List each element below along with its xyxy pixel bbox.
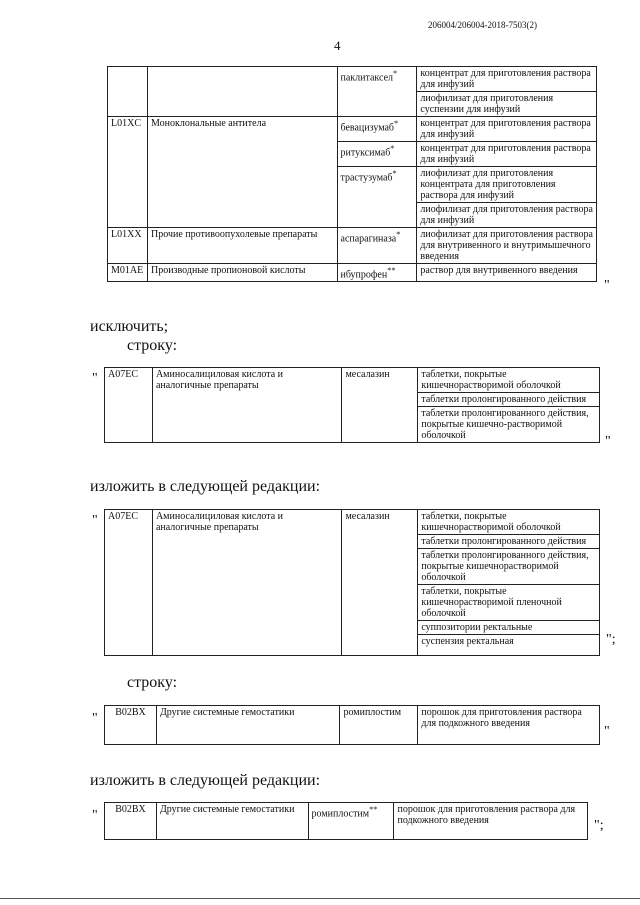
close-quote: "	[605, 434, 611, 449]
atc-code: B02BX	[105, 706, 157, 745]
dosage-form: лиофилизат для приготовления раствора для внутривенного и внутримышечного введения	[417, 228, 597, 264]
close-quote: "	[604, 724, 610, 739]
table-row	[108, 264, 597, 282]
instruction-amend: изложить в следующей редакции:	[90, 772, 321, 789]
page-number: 4	[334, 38, 341, 53]
dosage-form: концентрат для приготовления раствора для инфузий	[417, 67, 597, 92]
drug-name: аспарагиназа*	[337, 228, 417, 264]
dosage-form: лиофилизат для приготовления суспензии для инфузий	[417, 92, 597, 117]
atc-code: A07EC	[105, 368, 153, 443]
atc-code: M01AE	[108, 264, 148, 282]
close-quote: "	[604, 278, 610, 293]
table-row	[108, 67, 597, 92]
drug-name: трастузумаб*	[337, 167, 417, 228]
group-name: Производные пропионовой кислоты	[147, 264, 337, 282]
atc-code: A07EC	[105, 510, 153, 656]
dosage-form: концентрат для приготовления раствора для инфузий	[417, 117, 597, 142]
open-quote: "	[92, 513, 98, 528]
drug-table-4	[104, 705, 600, 745]
open-quote: "	[92, 371, 98, 386]
group-name: Прочие противоопухолевые препараты	[147, 228, 337, 264]
open-quote: "	[92, 711, 98, 726]
atc-code: L01XX	[108, 228, 148, 264]
dosage-form: таблетки пролонгированного действия	[418, 535, 600, 549]
group-name: Аминосалициловая кислота и аналогичные препараты	[152, 510, 342, 656]
bottom-rule	[0, 898, 640, 899]
group-name	[147, 67, 337, 117]
document-id: 206004/206004-2018-7503(2)	[428, 20, 537, 30]
close-quote: ";	[606, 632, 616, 647]
table-row	[105, 706, 600, 745]
table-row	[105, 368, 600, 393]
drug-name: паклитаксел*	[337, 67, 417, 117]
drug-name: месалазин	[342, 510, 418, 656]
dosage-form: концентрат для приготовления раствора для инфузий	[417, 142, 597, 167]
atc-code: L01XC	[108, 117, 148, 228]
dosage-form: таблетки пролонгированного действия, покрытые кишечнорастворимой оболочкой	[418, 549, 600, 585]
atc-code	[108, 67, 148, 117]
open-quote: "	[92, 808, 98, 823]
dosage-form: таблетки, покрытые кишечнорастворимой оболочкой	[418, 510, 600, 535]
dosage-form: таблетки, покрытые кишечнорастворимой пленочной оболочкой	[418, 585, 600, 621]
drug-table-5	[104, 802, 588, 840]
group-name: Аминосалициловая кислота и аналогичные препараты	[152, 368, 342, 443]
table-row	[105, 510, 600, 535]
instruction-row: строку:	[127, 337, 178, 354]
close-quote: ";	[594, 818, 604, 833]
instruction-row: строку:	[127, 674, 178, 691]
drug-table-1	[107, 66, 597, 282]
drug-name: ромиплостим	[340, 706, 418, 745]
dosage-form: таблетки пролонгированного действия	[418, 393, 600, 407]
drug-name: ибупрофен**	[337, 264, 417, 282]
dosage-form: лиофилизат для приготовления концентрата для приготовления раствора для инфузий	[417, 167, 597, 203]
atc-code: B02BX	[105, 803, 157, 840]
dosage-form: раствор для внутривенного введения	[417, 264, 597, 282]
group-name: Моноклональные антитела	[147, 117, 337, 228]
drug-name: бевацизумаб*	[337, 117, 417, 142]
table-row	[108, 228, 597, 264]
drug-name: ритуксимаб*	[337, 142, 417, 167]
dosage-form: лиофилизат для приготовления раствора для инфузий	[417, 203, 597, 228]
drug-name: ромиплостим**	[308, 803, 394, 840]
table-row	[105, 803, 588, 840]
drug-name: месалазин	[342, 368, 418, 443]
dosage-form: порошок для приготовления раствора для подкожного введения	[394, 803, 588, 840]
group-name: Другие системные гемостатики	[156, 706, 340, 745]
dosage-form: таблетки пролонгированного действия, покрытые кишечно-растворимой оболочкой	[418, 407, 600, 443]
dosage-form: таблетки, покрытые кишечнорастворимой оболочкой	[418, 368, 600, 393]
dosage-form: суппозитории ректальные	[418, 621, 600, 635]
instruction-amend: изложить в следующей редакции:	[90, 478, 321, 495]
dosage-form: суспензия ректальная	[418, 635, 600, 656]
instruction-exclude: исключить;	[90, 318, 169, 335]
drug-table-2	[104, 367, 600, 443]
group-name: Другие системные гемостатики	[156, 803, 308, 840]
table-row	[108, 117, 597, 142]
drug-table-3	[104, 509, 600, 656]
dosage-form: порошок для приготовления раствора для подкожного введения	[418, 706, 600, 745]
